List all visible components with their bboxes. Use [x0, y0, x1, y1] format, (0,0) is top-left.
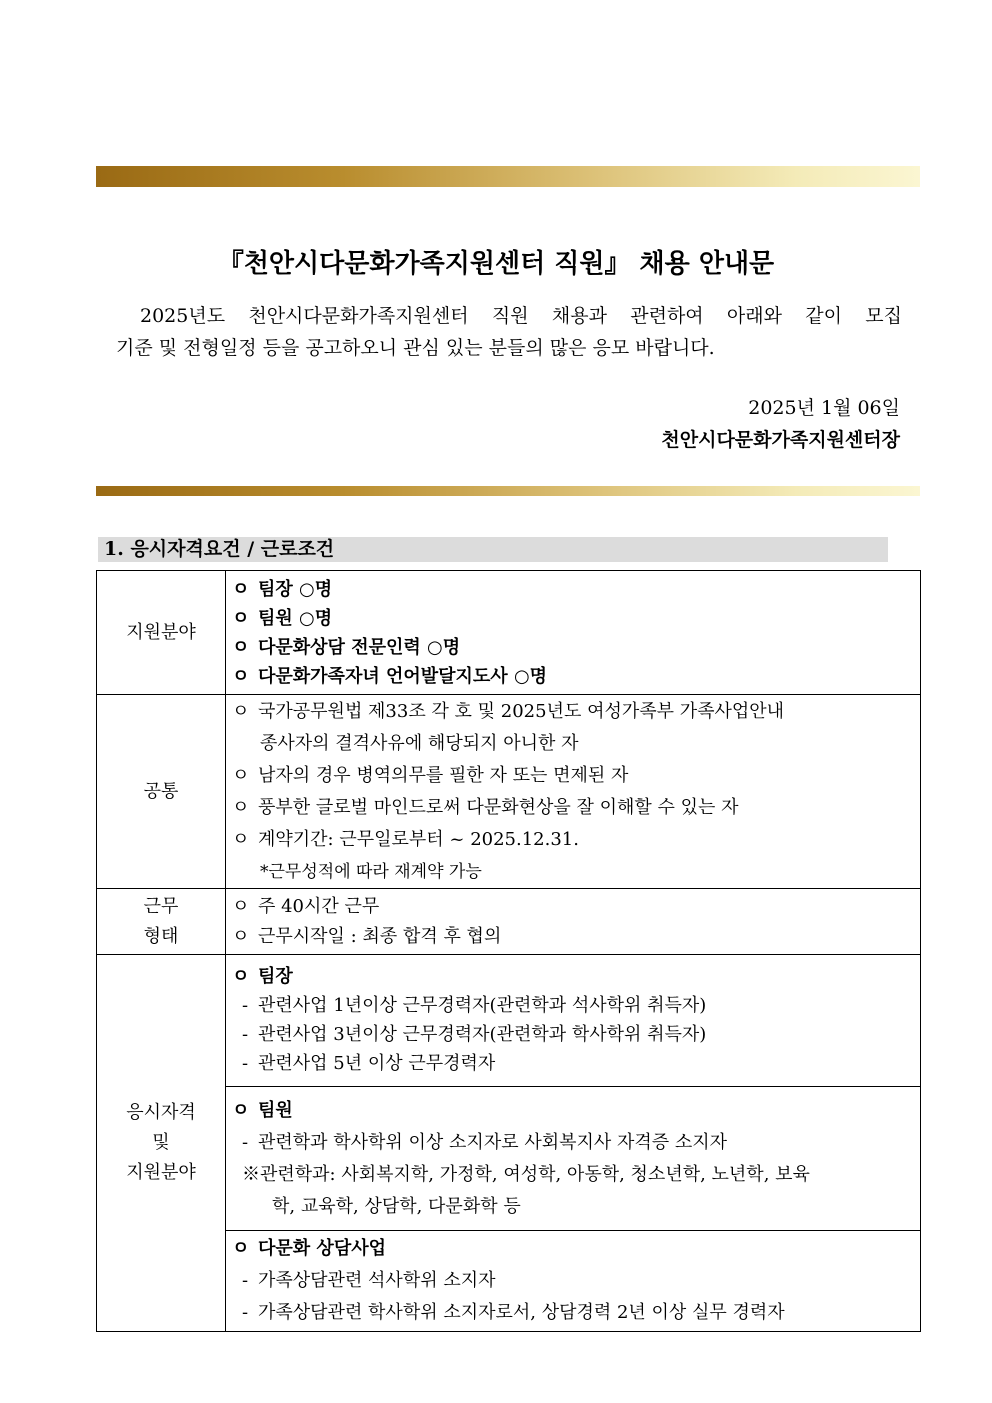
row-body-field	[226, 571, 921, 695]
list-item: ㅇ 팀원	[232, 1099, 293, 1121]
table-row	[97, 571, 921, 695]
decorative-bar-bottom	[96, 486, 920, 496]
list-item: ㅇ 팀장 ○명	[232, 578, 333, 600]
list-item: 학, 교육학, 상담학, 다문화학 등	[272, 1195, 521, 1217]
list-item: ㅇ 풍부한 글로벌 마인드로써 다문화현상을 잘 이해할 수 있는 자	[232, 796, 739, 818]
decorative-bar-top	[96, 166, 920, 187]
table-row	[97, 889, 921, 955]
table-row	[97, 955, 921, 1087]
qualification-member	[226, 1087, 921, 1231]
list-item: - 가족상담관련 석사학위 소지자	[242, 1270, 496, 1291]
list-item: ㅇ 팀원 ○명	[232, 607, 333, 629]
list-item: ㅇ 다문화 상담사업	[232, 1238, 386, 1259]
list-item: ㅇ 근무시작일 : 최종 합격 후 협의	[232, 925, 502, 947]
row-head-qualifications: 응시자격 및 지원분야	[97, 955, 226, 1332]
document-title: 『천안시다문화가족지원센터 직원』 채용 안내문	[217, 249, 775, 279]
list-item: - 관련학과 학사학위 이상 소지자로 사회복지사 자격증 소지자	[242, 1131, 728, 1153]
list-item: - 관련사업 3년이상 근무경력자(관련학과 학사학위 취득자)	[242, 1023, 707, 1045]
row-head-field: 지원분야	[97, 571, 226, 695]
list-item: ※관련학과: 사회복지학, 가정학, 여성학, 아동학, 청소년학, 노년학, 보육	[242, 1163, 810, 1185]
list-item: ㅇ 팀장	[232, 965, 293, 987]
requirements-table	[96, 570, 921, 1332]
qualification-leader	[226, 955, 921, 1087]
section-heading: 1. 응시자격요건 / 근로조건	[98, 537, 888, 562]
intro-line-1: 2025년도 천안시다문화가족지원센터 직원 채용과 관련하여 아래와 같이 모집	[140, 305, 902, 327]
issuing-organization: 천안시다문화가족지원센터장	[661, 429, 900, 451]
list-item: ㅇ 남자의 경우 병역의무를 필한 자 또는 면제된 자	[232, 764, 629, 786]
intro-line-2: 기준 및 전형일정 등을 공고하오니 관심 있는 분들의 많은 응모 바랍니다.	[116, 337, 715, 359]
qualification-counsel	[226, 1231, 921, 1332]
row-body-common	[226, 695, 921, 889]
list-item: ㅇ 다문화상담 전문인력 ○명	[232, 636, 461, 658]
row-body-work-type	[226, 889, 921, 955]
list-item: - 관련사업 1년이상 근무경력자(관련학과 석사학위 취득자)	[242, 994, 707, 1016]
list-item: - 가족상담관련 학사학위 소지자로서, 상담경력 2년 이상 실무 경력자	[242, 1302, 785, 1323]
list-item: - 관련사업 5년 이상 근무경력자	[242, 1052, 496, 1074]
list-item: ㅇ 계약기간: 근무일로부터 ~ 2025.12.31.	[232, 828, 579, 850]
list-item: 종사자의 결격사유에 해당되지 아니한 자	[260, 732, 579, 754]
list-item: ㅇ 주 40시간 근무	[232, 895, 380, 917]
notice-date: 2025년 1월 06일	[748, 397, 900, 419]
row-head-work-type: 근무 형태	[97, 889, 226, 955]
row-head-common: 공통	[97, 695, 226, 889]
list-item: ㅇ 국가공무원법 제33조 각 호 및 2025년도 여성가족부 가족사업안내	[232, 700, 785, 722]
list-item: ㅇ 다문화가족자녀 언어발달지도사 ○명	[232, 665, 548, 687]
contract-note: *근무성적에 따라 재계약 가능	[260, 861, 482, 882]
table-row	[97, 695, 921, 889]
